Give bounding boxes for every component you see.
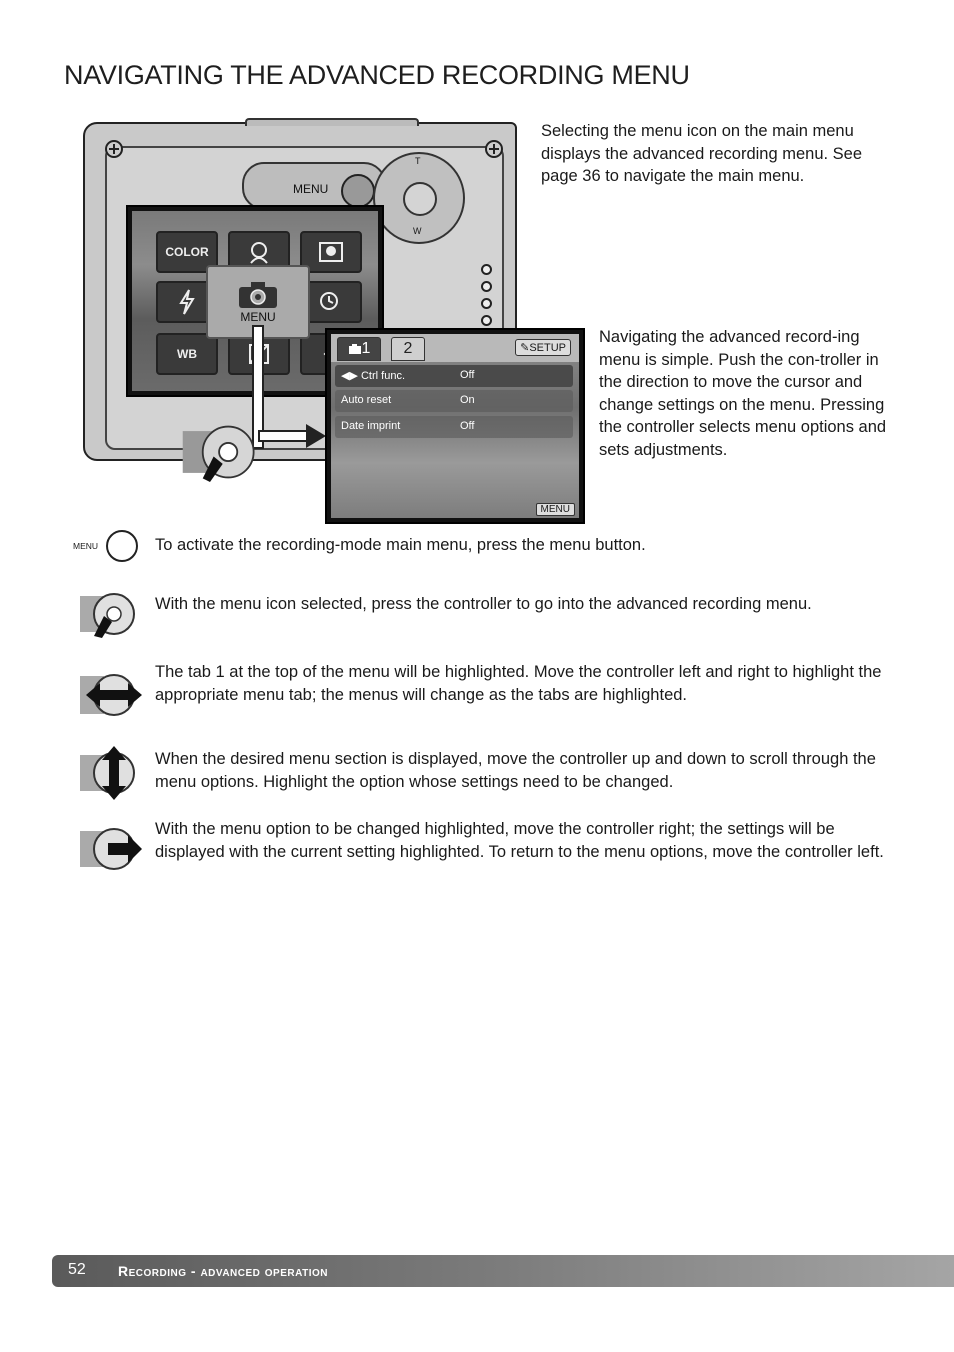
color-mode-tile: COLOR	[156, 231, 218, 273]
step-3-text: The tab 1 at the top of the menu will be highlighted. Move the controller left and right to highlight the appropriate menu tab; the menus will change as the tabs are highlighted.	[155, 663, 882, 704]
menu-return-button: MENU	[536, 503, 575, 516]
tab-2: 2	[391, 337, 425, 361]
row-value: Off	[460, 420, 475, 432]
indicator-lamp	[481, 298, 492, 309]
menu-button	[341, 174, 375, 208]
advanced-menu-screen	[325, 328, 585, 524]
controller-up-down-icon	[80, 745, 140, 801]
portrait-icon	[246, 239, 272, 265]
step-1-text: To activate the recording-mode main menu, press the menu button.	[155, 536, 646, 554]
menu-icon-label: MENU	[73, 541, 99, 551]
menu-button-icon	[106, 530, 138, 562]
row-value: On	[460, 394, 475, 406]
dial-w-label: W	[413, 226, 422, 236]
menu-button-label: MENU	[293, 182, 329, 196]
setup-label: SETUP	[529, 342, 566, 354]
step-2-text: With the menu icon selected, press the controller to go into the advanced recording menu.	[155, 595, 812, 613]
row-key: Auto reset	[341, 394, 392, 406]
white-balance-tile: WB	[156, 333, 218, 375]
dial-t-label: T	[415, 156, 421, 166]
menu-row-auto-reset	[335, 390, 573, 412]
section-name: Recording - advanced operation	[118, 1263, 328, 1279]
menu-tab-bar	[331, 334, 579, 362]
left-right-arrows-icon: ◀▶	[341, 370, 361, 382]
advanced-menu-tile-label: MENU	[240, 310, 276, 324]
navigation-text: Navigating the advanced record-ing menu is simple. Push the con-troller in the direction to move the cursor and change settings on the menu. Pressing the controller selects menu options and sets adjustments.	[599, 328, 887, 459]
self-timer-icon	[318, 290, 344, 314]
row-key: Date imprint	[341, 420, 401, 432]
screw-icon	[485, 140, 503, 158]
camera-icon	[348, 343, 362, 355]
camera-icon	[236, 280, 280, 310]
dial-center	[403, 182, 437, 216]
tab-1	[337, 337, 381, 361]
connector-arrow-shaft	[258, 430, 312, 442]
intro-text: Selecting the menu icon on the main menu displays the advanced recording menu. See page 36 to navigate the main menu.	[541, 122, 863, 186]
screw-icon	[105, 140, 123, 158]
page-title: NAVIGATING THE ADVANCED RECORDING MENU	[64, 60, 690, 90]
flash-icon	[178, 289, 196, 315]
step-5-text: With the menu option to be changed highlighted, move the controller right; the settings will be displayed with the current setting highlighted. To return to the menu options, move the controller left.	[155, 820, 884, 861]
controller-press-icon	[80, 590, 138, 638]
indicator-lamp	[481, 315, 492, 326]
camera-top-ridge	[245, 118, 419, 126]
step-4-text: When the desired menu section is displayed, move the controller up and down to scroll through the menu options. Highlight the option whose settings need to be changed.	[155, 750, 876, 791]
controller-dial	[373, 152, 465, 244]
indicator-lamp	[481, 264, 492, 275]
row-value: Off	[460, 369, 475, 381]
controller-press-icon	[180, 422, 260, 482]
face-frame-icon	[318, 241, 344, 263]
indicator-lamp	[481, 281, 492, 292]
controller-right-icon	[80, 825, 144, 873]
wrench-icon: ✎	[520, 342, 530, 354]
setup-tab	[515, 339, 571, 356]
page-footer	[52, 1255, 954, 1287]
tab-1-label: 1	[361, 340, 371, 357]
row-key: ◀▶ Ctrl func.	[341, 370, 405, 382]
page-number: 52	[68, 1261, 86, 1278]
arrow-right-icon	[306, 424, 326, 448]
menu-row-date-imprint	[335, 416, 573, 438]
controller-left-right-icon	[80, 670, 144, 720]
menu-row-ctrl-func	[335, 365, 573, 387]
